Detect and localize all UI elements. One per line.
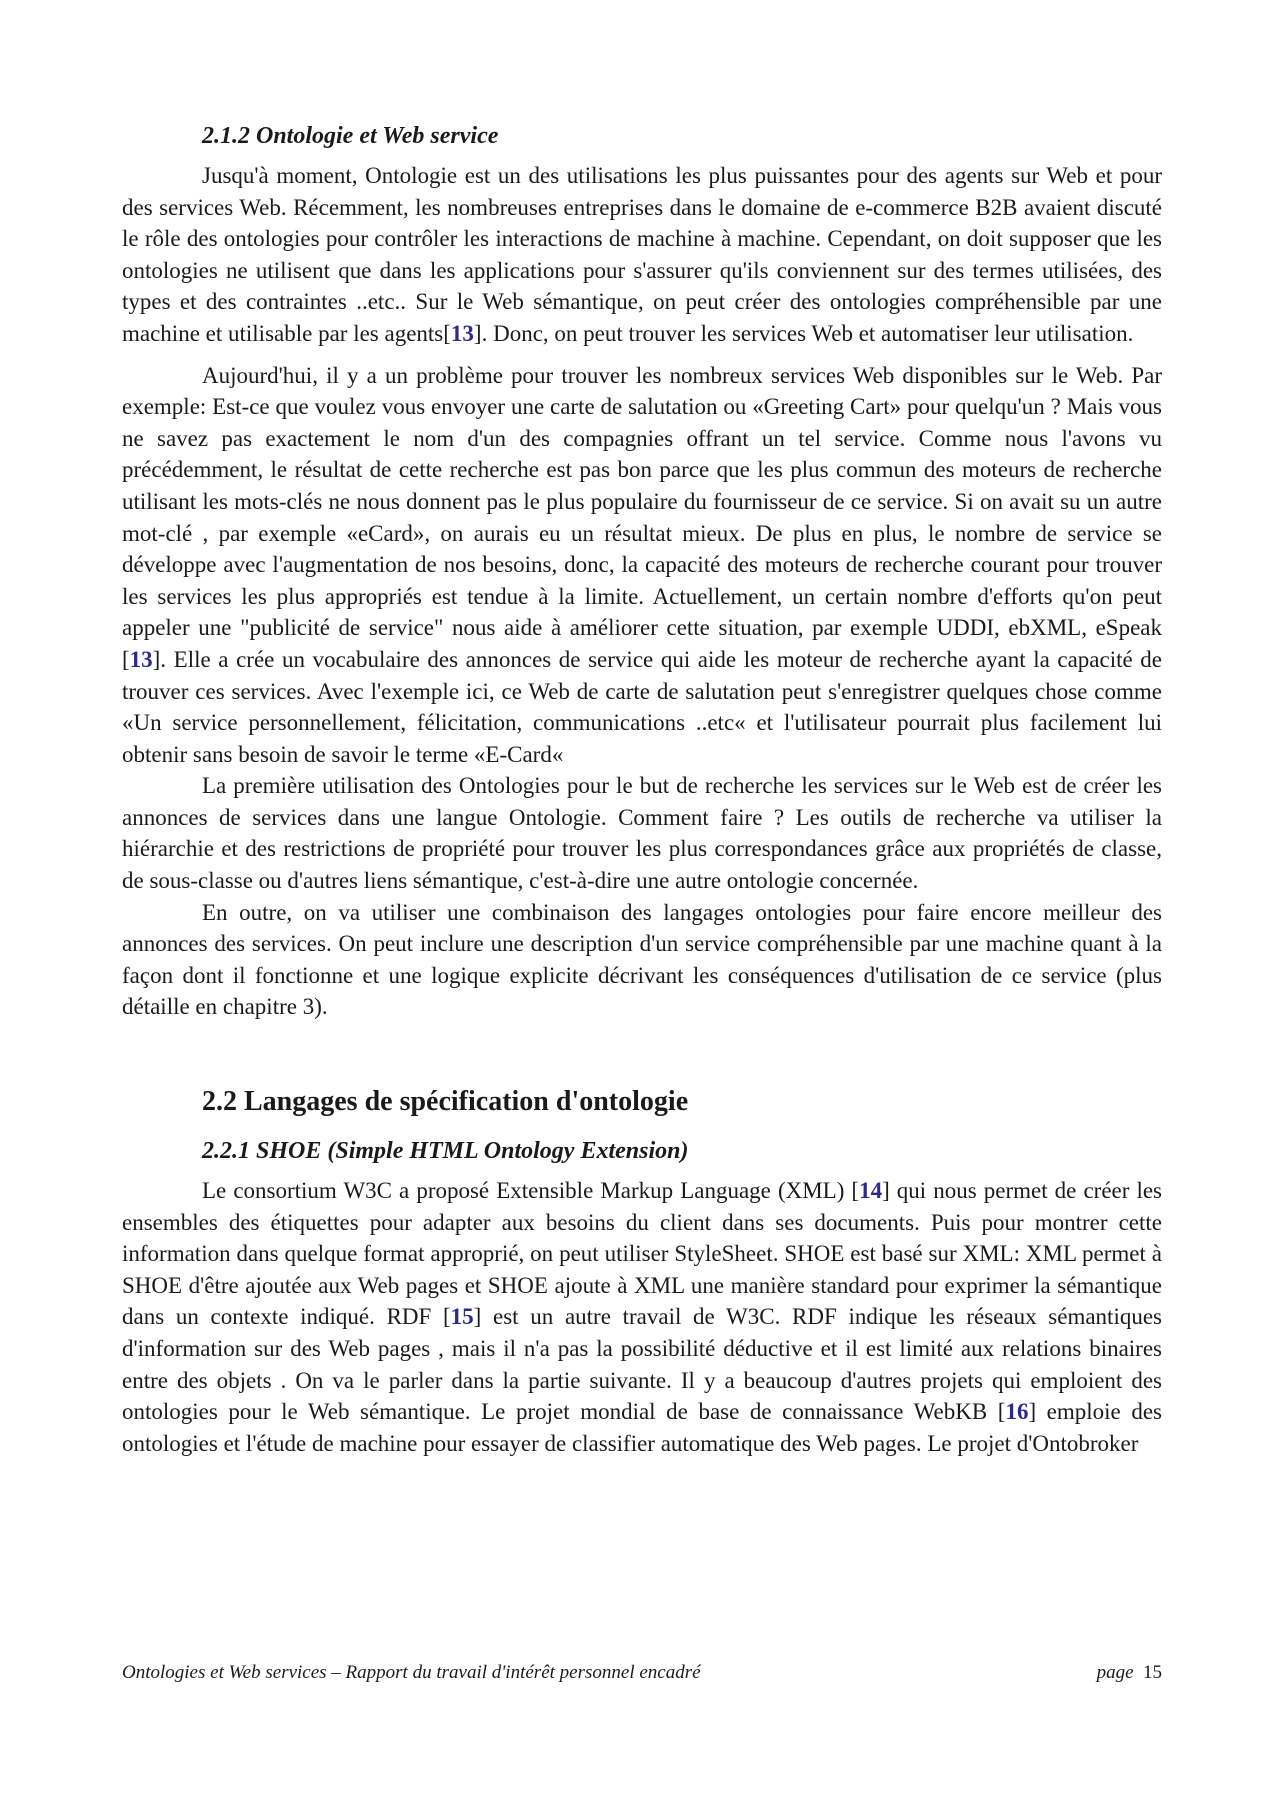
paragraph-text: Le consortium W3C a proposé Extensible Markup Language (XML) [ <box>202 1178 860 1204</box>
paragraph <box>122 1175 1162 1459</box>
page-number-value: 15 <box>1143 1662 1162 1683</box>
section-heading-2-2-1: 2.2.1 SHOE (Simple HTML Ontology Extension) <box>202 1138 689 1165</box>
citation-link[interactable]: 16 <box>1005 1399 1029 1425</box>
page-number <box>1097 1662 1162 1684</box>
paragraph-text: ]. Donc, on peut trouver les services Web et automatiser leur utilisation. <box>473 320 1134 346</box>
citation-link[interactable]: 14 <box>859 1178 883 1204</box>
paragraph-text: ]. Elle a crée un vocabulaire des annonces de service qui aide les moteur de recherche ayant la capacité de trouver ces services. Avec l'exemple ici, ce Web de carte de salutation peut s'enregistrer quelques chose comme «Un service personnellement, félicitation, communications ..etc« et l'utilisateur pourrait plus facilement lui obtenir sans besoin de savoir le terme «E-Card« <box>122 646 1162 767</box>
citation-link[interactable]: 13 <box>129 646 153 672</box>
paragraph <box>122 160 1162 350</box>
section-heading-2-1-2: 2.1.2 Ontologie et Web service <box>202 123 499 149</box>
footer-title: Ontologies et Web services – Rapport du travail d'intérêt personnel encadré <box>122 1662 701 1683</box>
page-label: page <box>1096 1662 1134 1683</box>
paragraph-text: ] emploie des ontologies et l'étude de machine pour essayer de classifier automatique des Web pages. Le projet d'Ontobroker <box>122 1399 1162 1456</box>
paragraph: En outre, on va utiliser une combinaison des langages ontologies pour faire encore meilleur des annonces des services. On peut inclure une description d'un service compréhensible par une machine quant à la façon dont il fonctionne et une logique explicite décrivant les conséquences d'utilisation de ce service (plus détaille en chapitre 3). <box>122 899 1162 1020</box>
paragraph-text: Aujourd'hui, il y a un problème pour trouver les nombreux services Web disponibles sur le Web. Par exemple: Est-ce que voulez vous envoyer une carte de salutation ou «Greeting Cart» pour quelqu'un ? Mais vous ne savez pas exactement le nom d'un des compagnies offrant un tel service. Comme nous l'avons vu précédemment, le résultat de cette recherche est pas bon parce que les plus commun des moteurs de recherche utilisant les mots-clés ne nous donnent pas le plus populaire du fournisseur de ce service. Si on avait su un autre mot-clé , par exemple «eCard», on aurais eu un résultat mieux. De plus en plus, le nombre de service se développe avec l'augmentation de nos besoins, donc, la capacité des moteurs de recherche courant pour trouver les services les plus appropriés est tendue à la limite. Actuellement, un certain nombre d'efforts qu'on peut appeler une "publicité de service" nous aide à améliorer cette situation, par exemple UDDI, ebXML, eSpeak [ <box>122 362 1162 672</box>
paragraph-text: Jusqu'à moment, Ontologie est un des utilisations les plus puissantes pour des agents sur Web et pour des services Web. Récemment, les nombreuses entreprises dans le domaine de e-commerce B2B avaient discuté le rôle des ontologies pour contrôler les interactions de machine à machine. Cependant, on doit supposer que les ontologies ne utilisent que dans les applications pour s'assurer qu'ils conviennent sur des termes utilisées, des types et des contraintes ..etc.. Sur le Web sémantique, on peut créer des ontologies compréhensible par une machine et utilisable par les agents[ <box>122 163 1162 346</box>
paragraph: La première utilisation des Ontologies pour le but de recherche les services sur le Web est de créer les annonces de services dans une langue Ontologie. Comment faire ? Les outils de recherche va utiliser la hiérarchie et des restrictions de propriété pour trouver les plus correspondances grâce aux propriétés de classe, de sous-classe ou d'autres liens sémantique, c'est-à-dire une autre ontologie concernée. <box>122 773 1162 894</box>
paragraph <box>122 360 1162 771</box>
citation-link[interactable]: 13 <box>450 320 474 346</box>
paragraph-text: ] qui nous permet de créer les ensembles des étiquettes pour adapter aux besoins du client dans ses documents. Puis pour montrer cette information dans quelque format approprié, on peut utiliser StyleSheet. SHOE est basé sur XML: XML permet à SHOE d'être ajoutée aux Web pages et SHOE ajoute à XML une manière standard pour exprimer la sémantique dans un contexte indiqué. RDF [ <box>122 1178 1162 1330</box>
section-heading-2-2: 2.2 Langages de spécification d'ontologie <box>202 1086 689 1118</box>
page-footer <box>122 1662 1162 1684</box>
document-page <box>122 120 1162 1459</box>
paragraph-text: ] est un autre travail de W3C. RDF indique les réseaux sémantiques d'information sur des Web pages , mais il n'a pas la possibilité déductive et il est limité aux relations binaires entre des objets . On va le parler dans la partie suivante. Il y a beaucoup d'autres projets qui emploient des ontologies pour le Web sémantique. Le projet mondial de base de connaissance WebKB [ <box>122 1304 1162 1425</box>
citation-link[interactable]: 15 <box>450 1304 474 1330</box>
